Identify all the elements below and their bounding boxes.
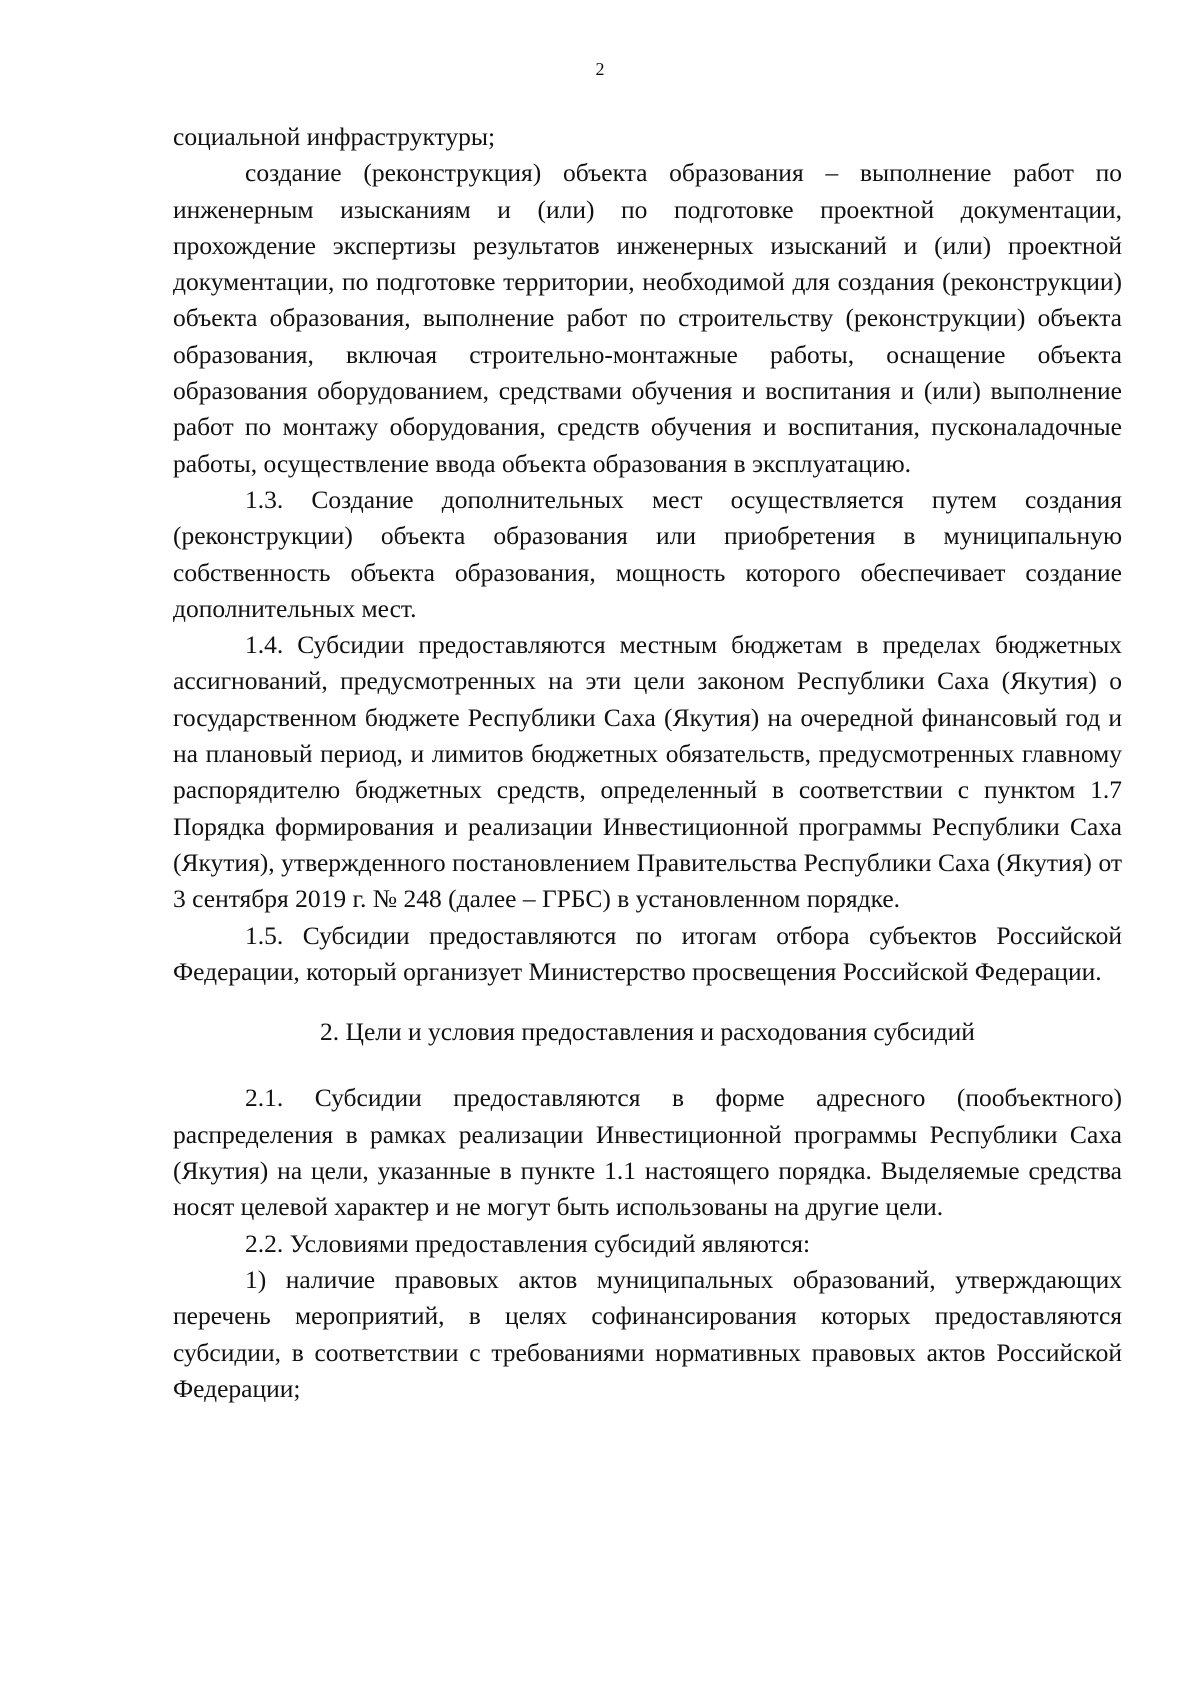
paragraph-1-3: 1.3. Создание дополнительных мест осуществляется путем создания (реконструкции) объекта образования или приобретения в муниципальную собственность объекта образования, мощность которого обеспечивает создание дополнительных мест. xyxy=(173,484,1122,623)
paragraph-social-infrastructure: социальной инфраструктуры; xyxy=(173,122,496,151)
paragraph-1-4: 1.4. Субсидии предоставляются местным бюджетам в пределах бюджетных ассигнований, предусмотренных на эти цели законом Республики Саха (Якутия) о государственном бюджете Республики Саха (Якутия) на очередной финансовый год и на плановый период, и лимитов бюджетных обязательств, предусмотренных главному распорядителю бюджетных средств, определенный в соответствии с пунктом 1.7 Порядка формирования и реализации Инвестиционной программы Республики Саха (Якутия), утвержденного постановлением Правительства Республики Саха (Якутия) от 3 сентября 2019 г. № 248 (далее – ГРБС) в установленном порядке. xyxy=(173,630,1122,914)
section-heading-2: 2. Цели и условия предоставления и расходования субсидий xyxy=(320,1017,975,1047)
paragraph-2-2-item-1: 1) наличие правовых актов муниципальных образований, утверждающих перечень мероприятий, в целях софинансирования которых предоставляются субсидии, в соответствии с требованиями нормативных правовых актов Российской Федерации; xyxy=(173,1264,1122,1403)
page-number: 2 xyxy=(595,59,605,79)
paragraph-2-1: 2.1. Субсидии предоставляются в форме адресного (пообъектного) распределения в рамках реализации Инвестиционной программы Республики Саха (Якутия) на цели, указанные в пункте 1.1 настоящего порядка. Выделяемые средства носят целевой характер и не могут быть использованы на другие цели. xyxy=(173,1083,1122,1222)
paragraph-1-5: 1.5. Субсидии предоставляются по итогам отбора субъектов Российской Федерации, который организует Министерство просвещения Российской Федерации. xyxy=(173,920,1122,986)
paragraph-2-2: 2.2. Условиями предоставления субсидий являются: xyxy=(245,1228,811,1258)
paragraph-construction-definition: создание (реконструкция) объекта образования – выполнение работ по инженерным изысканиям и (или) по подготовке проектной документации, прохождение экспертизы результатов инженерных изысканий и (или) проектной документации, по подготовке территории, необходимой для создания (реконструкции) объекта образования, выполнение работ по строительству (реконструкции) объекта образования, включая строительно-монтажные работы, оснащение объекта образования оборудованием, средствами обучения и воспитания и (или) выполнение работ по монтажу оборудования, средств обучения и воспитания, пусконаладочные работы, осуществление ввода объекта образования в эксплуатацию. xyxy=(173,158,1122,478)
document-body xyxy=(173,119,1122,1407)
